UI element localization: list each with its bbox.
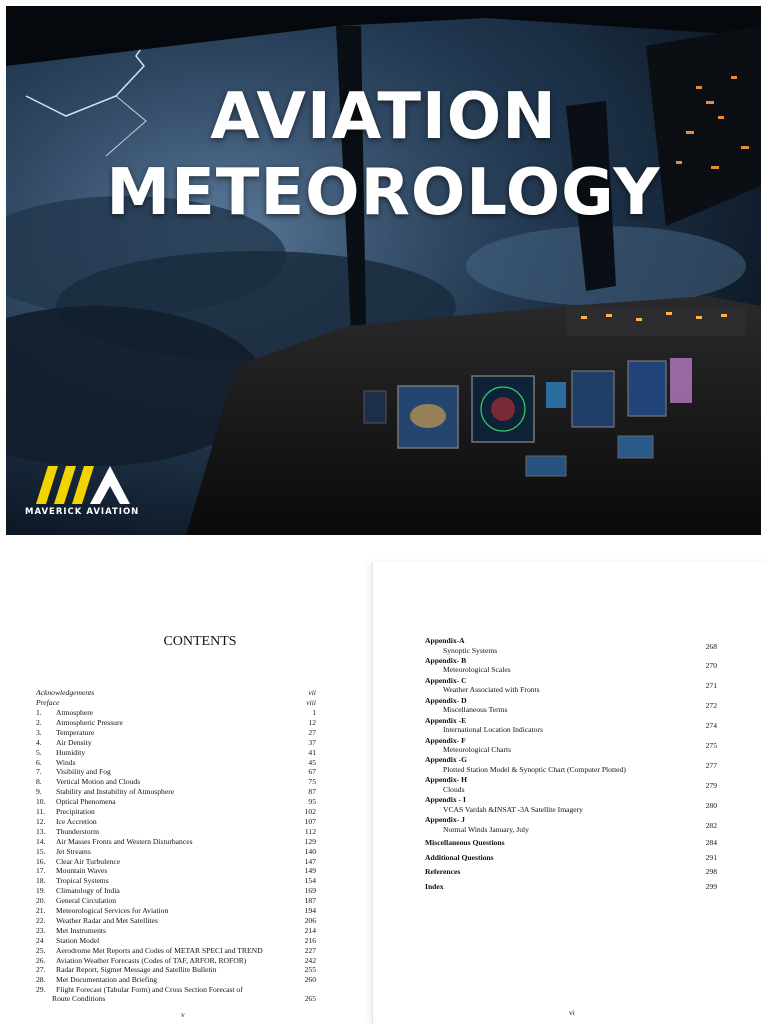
toc-page: 37 — [308, 737, 316, 747]
toc-label: Thunderstorm — [56, 826, 100, 836]
toc-label: Jet Streams — [56, 846, 91, 856]
appendix-page: 275 — [705, 741, 717, 750]
appendix-page: 282 — [705, 820, 717, 830]
extra-label: Miscellaneous Questions — [425, 838, 505, 847]
toc-label: Route Conditions — [52, 994, 106, 1003]
toc-number: 20. — [36, 896, 46, 906]
contents-page-left — [0, 562, 366, 1024]
extra-page: 298 — [705, 867, 717, 876]
logo-text: MAVERICK AVIATION — [25, 507, 140, 517]
extra-page: 299 — [705, 881, 717, 891]
toc-number: 5. — [36, 747, 42, 757]
page-number: vi — [569, 1008, 575, 1017]
toc-number: 19. — [36, 886, 46, 896]
appendix-heading: Appendix - I — [425, 795, 466, 805]
toc-number: 22. — [36, 915, 46, 925]
toc-number: 26. — [36, 955, 46, 965]
toc-page: 187 — [304, 896, 316, 906]
cover-title-line-2: METEOROLOGY — [106, 156, 661, 230]
toc-page: 67 — [308, 767, 316, 777]
toc-label: Vertical Motion and Clouds — [56, 777, 141, 787]
appendix-heading: Appendix- C — [425, 675, 467, 685]
toc-number: 8. — [36, 777, 42, 787]
appendix-item: Meteorological Scales — [443, 665, 511, 675]
toc-page: 169 — [304, 886, 316, 896]
appendix-heading: Appendix- J — [425, 815, 465, 825]
appendix-page: 274 — [705, 721, 717, 731]
toc-page: 260 — [304, 975, 316, 985]
toc-number: 13. — [36, 826, 46, 836]
extra-label: References — [425, 867, 461, 876]
toc-label: Temperature — [56, 727, 95, 737]
toc-number: 4. — [36, 737, 42, 747]
appendix-item: Meteorological Charts — [443, 745, 512, 754]
toc-page: 216 — [304, 935, 316, 945]
toc-label: Acknowledgements — [36, 688, 95, 697]
toc-page: 227 — [304, 945, 316, 955]
appendix-item: Plotted Station Model & Synoptic Chart (Computer Plotted) — [443, 764, 626, 774]
appendix-page: 272 — [705, 701, 717, 711]
appendix-item: VCAS Vardah &INSAT -3A Satellite Imagery — [443, 804, 583, 814]
appendix-item: International Location Indicators — [443, 725, 543, 735]
appendix-heading: Appendix-A — [425, 636, 465, 645]
toc-number: 10. — [36, 797, 46, 807]
toc-label: Aviation Weather Forecasts (Codes of TAF, ARFOR, ROFOR) — [56, 955, 247, 965]
toc-page: 154 — [304, 876, 316, 886]
toc-label: Met Documentation and Briefing — [56, 975, 158, 985]
appendix-page: 271 — [705, 681, 717, 691]
toc-number: 9. — [36, 787, 42, 797]
toc-number: 1. — [36, 708, 42, 717]
toc-label: Climatology of India — [56, 886, 120, 896]
toc-page: 102 — [304, 807, 316, 816]
toc-label: Meteorological Services for Aviation — [56, 906, 169, 915]
toc-label: Air Density — [56, 737, 92, 747]
toc-label: Station Model — [56, 935, 100, 945]
toc-label: General Circulation — [56, 896, 117, 906]
appendix-item: Normal Winds January, July — [443, 824, 529, 834]
toc-label: Mountain Waves — [56, 866, 108, 876]
toc-label: Humidity — [56, 747, 86, 757]
toc-number: 27. — [36, 965, 46, 975]
toc-number: 25. — [36, 945, 46, 955]
toc-label: Met Instruments — [56, 925, 106, 935]
toc-page: 1 — [312, 708, 316, 717]
appendix-item: Miscellaneous Terms — [443, 705, 508, 715]
toc-label: Precipitation — [56, 807, 95, 816]
toc-page: 194 — [304, 906, 316, 915]
appendix-heading: Appendix- F — [425, 735, 466, 745]
toc-label: Atmosphere — [56, 708, 94, 717]
toc-page: 206 — [304, 915, 316, 925]
toc-number: 11. — [36, 807, 46, 816]
toc-page: vii — [308, 688, 316, 697]
toc-number: 16. — [36, 856, 46, 866]
toc-label: Stability and Instability of Atmosphere — [56, 787, 175, 797]
toc-label: Visibility and Fog — [56, 767, 111, 777]
toc-label: Preface — [36, 698, 60, 707]
appendix-page: 280 — [705, 800, 717, 810]
toc-page: 12 — [308, 717, 316, 727]
toc-number: 28. — [36, 975, 46, 985]
appendix-item: Synoptic Systems — [443, 645, 498, 655]
extra-label: Index — [425, 881, 444, 891]
toc-page: 75 — [308, 777, 316, 787]
toc-number: 6. — [36, 757, 42, 767]
toc-label: Weather Radar and Met Satellites — [56, 915, 158, 925]
toc-label: Flight Forecast (Tabular Form) and Cross Section Forecast of — [56, 985, 243, 995]
appendix-page: 270 — [705, 661, 717, 671]
toc-page: 112 — [304, 826, 316, 836]
toc-number: 23. — [36, 925, 46, 935]
toc-number: 12. — [36, 816, 46, 826]
toc-number: 3. — [36, 727, 42, 737]
appendix-item: Clouds — [443, 784, 465, 794]
appendix-page: 268 — [705, 641, 717, 651]
toc-page: 140 — [304, 846, 316, 856]
appendix-heading: Appendix- B — [425, 655, 467, 665]
toc-label: Air Masses Fronts and Western Disturbances — [56, 836, 193, 846]
toc-label: Radar Report, Sigmet Message and Satellite Bulletin — [56, 965, 217, 975]
contents-page-right — [372, 562, 768, 1024]
appendix-page: 277 — [705, 760, 717, 770]
toc-label: Aerodrome Met Reports and Codes of METAR SPECI and TREND — [56, 945, 263, 955]
book-cover — [6, 6, 761, 535]
toc-label: Atmospheric Pressure — [56, 717, 123, 727]
toc-number: 2. — [36, 717, 42, 727]
toc-number: 24 — [36, 935, 44, 945]
toc-label: Ice Accretion — [56, 816, 97, 826]
toc-number: 29. — [36, 985, 46, 995]
toc-page: 107 — [304, 816, 316, 826]
toc-label: Optical Phenomena — [56, 797, 116, 807]
toc-number: 21. — [36, 906, 46, 915]
extra-label: Additional Questions — [425, 852, 494, 862]
toc-page: 147 — [304, 856, 316, 866]
toc-page: viii — [306, 698, 316, 707]
toc-page: 41 — [308, 747, 316, 757]
toc-label: Clear Air Turbulence — [56, 856, 121, 866]
toc-page: 149 — [304, 866, 316, 876]
contents-heading: CONTENTS — [163, 634, 237, 649]
appendix-heading: Appendix -G — [425, 755, 467, 765]
page-number: v — [181, 1010, 185, 1019]
toc-label: Tropical Systems — [56, 876, 109, 886]
extra-page: 291 — [705, 852, 717, 862]
toc-page: 255 — [304, 965, 316, 975]
toc-number: 15. — [36, 846, 46, 856]
appendix-heading: Appendix -E — [425, 715, 467, 725]
appendix-heading: Appendix- D — [425, 695, 467, 705]
toc-number: 18. — [36, 876, 46, 886]
toc-page: 242 — [304, 955, 316, 965]
toc-number: 7. — [36, 767, 42, 777]
toc-number: 17. — [36, 866, 46, 876]
appendix-item: Weather Associated with Fronts — [443, 685, 540, 695]
toc-page: 129 — [304, 836, 316, 846]
toc-page: 87 — [308, 787, 316, 797]
toc-page: 265 — [304, 994, 316, 1003]
extra-page: 284 — [705, 838, 717, 847]
toc-label: Winds — [56, 757, 76, 767]
toc-page: 214 — [304, 925, 316, 935]
toc-page: 27 — [308, 727, 316, 737]
appendix-page: 279 — [705, 780, 717, 790]
cover-title-line-1: AVIATION — [210, 80, 557, 154]
toc-page: 45 — [308, 757, 316, 767]
appendix-heading: Appendix- H — [425, 775, 467, 785]
toc-page: 95 — [308, 797, 316, 807]
toc-number: 14. — [36, 836, 46, 846]
